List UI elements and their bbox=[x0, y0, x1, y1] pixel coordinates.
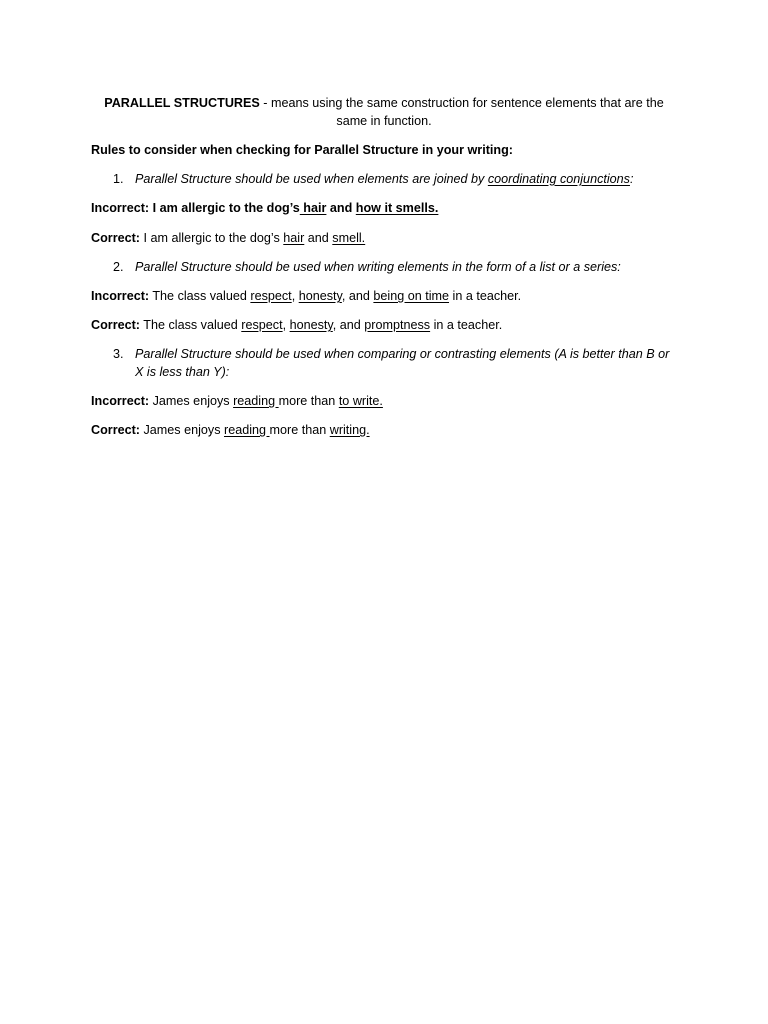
example-text: , and bbox=[341, 289, 374, 303]
example-underlined: reading bbox=[233, 394, 279, 408]
example-text: in a teacher. bbox=[449, 289, 522, 303]
example-text: The class valued bbox=[140, 318, 242, 332]
example-text: and bbox=[304, 231, 333, 245]
example-underlined: hair bbox=[283, 231, 305, 245]
example-text: more than bbox=[269, 423, 330, 437]
correct-label: Correct: bbox=[91, 423, 140, 437]
page-title bbox=[88, 94, 680, 130]
example-underlined: respect bbox=[241, 318, 283, 332]
example-underlined: reading bbox=[224, 423, 270, 437]
example-text: , and bbox=[332, 318, 365, 332]
rule-text: Parallel Structure should be used when elements are joined by bbox=[135, 172, 488, 186]
example-correct-2 bbox=[91, 317, 502, 333]
example-text: I am allergic to the dog’s bbox=[140, 231, 284, 245]
rule-text-underlined: coordinating conjunctions bbox=[487, 172, 630, 186]
example-underlined: honesty bbox=[289, 318, 333, 332]
example-text: James enjoys bbox=[149, 394, 234, 408]
rule-1 bbox=[113, 170, 633, 188]
example-underlined: writing. bbox=[329, 423, 370, 437]
example-text: in a teacher. bbox=[430, 318, 503, 332]
example-correct-3 bbox=[91, 422, 370, 438]
incorrect-label: Incorrect: bbox=[91, 289, 150, 303]
rule-text-end: : bbox=[629, 172, 634, 186]
example-text: , bbox=[282, 318, 290, 332]
rule-text-continued: X is less than Y): bbox=[135, 365, 230, 379]
rule-number: 1. bbox=[113, 172, 124, 186]
rule-text: Parallel Structure should be used when comparing or contrasting elements (A is better than B or bbox=[135, 347, 670, 361]
title-term: PARALLEL STRUCTURES bbox=[104, 96, 260, 110]
rule-number: 3. bbox=[113, 347, 124, 361]
rule-number: 2. bbox=[113, 260, 124, 274]
example-underlined: how it smells. bbox=[355, 201, 439, 215]
example-text: more than bbox=[278, 394, 339, 408]
example-incorrect-2 bbox=[91, 288, 521, 304]
example-underlined: to write. bbox=[338, 394, 383, 408]
correct-label: Correct: bbox=[91, 231, 140, 245]
title-definition: - means using the same construction for sentence elements that are the same in function. bbox=[259, 96, 664, 128]
intro-label: Rules to consider when checking for Parallel Structure in your writing: bbox=[91, 143, 513, 157]
example-text: , bbox=[291, 289, 299, 303]
incorrect-label: Incorrect: bbox=[91, 201, 150, 215]
example-underlined: respect bbox=[250, 289, 292, 303]
rule-2 bbox=[113, 258, 621, 276]
rule-text: Parallel Structure should be used when writing elements in the form of a list or a series: bbox=[135, 260, 621, 274]
example-text: and bbox=[326, 201, 356, 215]
example-text: The class valued bbox=[149, 289, 251, 303]
example-underlined: honesty bbox=[298, 289, 342, 303]
example-underlined: promptness bbox=[364, 318, 431, 332]
example-underlined: hair bbox=[299, 201, 327, 215]
example-underlined: being on time bbox=[373, 289, 450, 303]
incorrect-label: Incorrect: bbox=[91, 394, 150, 408]
example-text: I am allergic to the dog’s bbox=[149, 201, 300, 215]
example-correct-1 bbox=[91, 230, 365, 246]
rule-3 bbox=[113, 345, 669, 381]
example-incorrect-1 bbox=[91, 200, 438, 216]
correct-label: Correct: bbox=[91, 318, 140, 332]
example-underlined: smell. bbox=[332, 231, 366, 245]
example-incorrect-3 bbox=[91, 393, 383, 409]
example-text: James enjoys bbox=[140, 423, 224, 437]
intro-text bbox=[91, 142, 513, 158]
